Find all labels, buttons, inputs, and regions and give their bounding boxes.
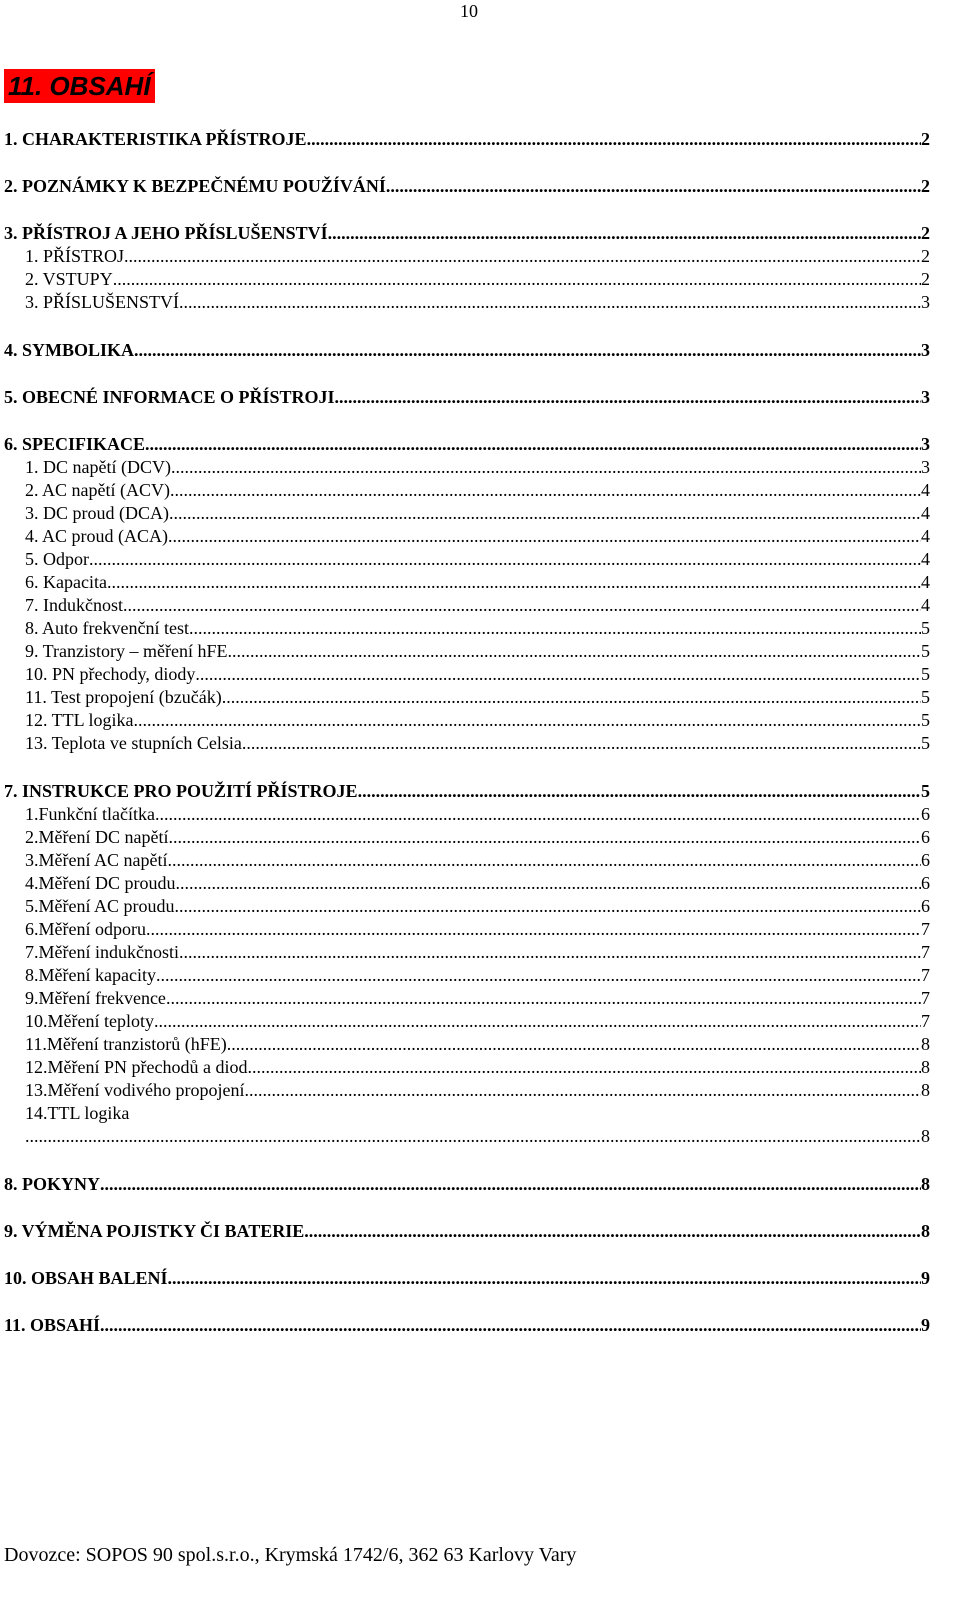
toc-dot-leader	[168, 1267, 921, 1289]
toc-dot-leader	[107, 571, 921, 593]
toc-entry[interactable]	[25, 617, 930, 639]
toc-entry-label: 2. POZNÁMKY K BEZPEČNÉMU POUŽÍVÁNÍ	[4, 176, 386, 196]
toc-entry[interactable]	[25, 849, 930, 871]
toc-dot-leader	[227, 1033, 921, 1055]
toc-entry-page: 5	[921, 687, 930, 707]
toc-entry-label: 11.Měření tranzistorů (hFE)	[25, 1034, 227, 1054]
toc-entry-page: 5	[921, 618, 930, 638]
toc-entry-page: 8	[921, 1174, 930, 1194]
toc-entry[interactable]	[25, 872, 930, 894]
toc-entry-label: 2.Měření DC napětí	[25, 827, 169, 847]
toc-dot-leader	[25, 1125, 921, 1147]
toc-entry-page: 4	[921, 572, 930, 592]
toc-entry-page: 8	[921, 1126, 930, 1146]
toc-dot-leader	[167, 849, 921, 871]
toc-entry-label: 4. SYMBOLIKA	[4, 340, 135, 360]
toc-entry-page: 2	[921, 246, 930, 266]
toc-entry-label: 3. DC proud (DCA)	[25, 503, 169, 523]
toc-dot-leader	[244, 1079, 921, 1101]
toc-entry-page: 2	[921, 129, 930, 149]
toc-entry-label: 11. OBSAHÍ	[4, 1315, 101, 1335]
toc-entry[interactable]	[25, 1125, 930, 1147]
toc-entry[interactable]	[25, 803, 930, 825]
toc-entry-label: 4.Měření DC proudu	[25, 873, 176, 893]
toc-entry-page: 8	[921, 1221, 930, 1241]
toc-entry[interactable]	[4, 1220, 930, 1242]
toc-entry-label: 10. OBSAH BALENÍ	[4, 1268, 168, 1288]
toc-entry[interactable]	[25, 502, 930, 524]
toc-dot-leader	[113, 268, 921, 290]
toc-entry-label: 7. Indukčnost	[25, 595, 123, 615]
toc-dot-leader	[307, 128, 921, 150]
toc-entry-label: 12. TTL logika	[25, 710, 134, 730]
toc-entry[interactable]	[25, 1010, 930, 1032]
toc-entry-label: 11. Test propojení (bzučák)	[25, 687, 222, 707]
toc-entry-label: 13. Teplota ve stupních Celsia	[25, 733, 242, 753]
toc-entry-label: 4. AC proud (ACA)	[25, 526, 168, 546]
toc-entry[interactable]	[25, 686, 930, 708]
toc-entry-label: 7.Měření indukčnosti	[25, 942, 179, 962]
toc-dot-leader	[386, 175, 921, 197]
toc-entry-page: 7	[921, 1011, 930, 1031]
toc-dot-leader	[328, 222, 921, 244]
toc-dot-leader	[133, 709, 921, 731]
toc-entry-label: 2. VSTUPY	[25, 269, 113, 289]
toc-entry[interactable]	[25, 245, 930, 267]
toc-entry-page: 6	[921, 850, 930, 870]
toc-dot-leader	[168, 826, 921, 848]
toc-entry-page: 9	[921, 1268, 930, 1288]
toc-dot-leader	[100, 1173, 921, 1195]
toc-dot-leader	[304, 1220, 921, 1242]
toc-entry-page: 6	[921, 896, 930, 916]
toc-entry-page: 8	[921, 1080, 930, 1100]
toc-entry[interactable]	[25, 918, 930, 940]
toc-entry-page: 8	[921, 1057, 930, 1077]
toc-entry[interactable]	[25, 479, 930, 501]
toc-entry-page: 3	[921, 457, 930, 477]
toc-entry[interactable]	[25, 548, 930, 570]
toc-entry[interactable]	[4, 1267, 930, 1289]
toc-dot-leader	[222, 686, 921, 708]
toc-entry-page: 2	[921, 269, 930, 289]
toc-entry-label: 3. PŘÍSLUŠENSTVÍ	[25, 292, 180, 312]
toc-entry[interactable]	[25, 640, 930, 662]
toc-dot-leader	[358, 780, 921, 802]
toc-entry-label: 12.Měření PN přechodů a diod	[25, 1057, 248, 1077]
toc-entry[interactable]	[25, 456, 930, 478]
toc-entry[interactable]	[4, 386, 930, 408]
toc-entry-page: 5	[921, 641, 930, 661]
toc-entry-label: 5. OBECNÉ INFORMACE O PŘÍSTROJI	[4, 387, 335, 407]
toc-dot-leader	[169, 502, 921, 524]
toc-entry-label: 8. Auto frekvenční test	[25, 618, 189, 638]
toc-entry-label: 8.Měření kapacity	[25, 965, 156, 985]
toc-entry[interactable]	[4, 339, 930, 361]
toc-entry-page: 6	[921, 804, 930, 824]
toc-dot-leader	[174, 895, 921, 917]
toc-entry-page: 5	[921, 710, 930, 730]
toc-entry-page: 2	[921, 176, 930, 196]
toc-entry[interactable]	[25, 941, 930, 963]
toc-entry[interactable]	[25, 732, 930, 754]
toc-dot-leader	[154, 1010, 921, 1032]
toc-dot-leader	[335, 386, 921, 408]
toc-entry[interactable]	[25, 1079, 930, 1101]
toc-entry[interactable]	[25, 709, 930, 731]
toc-entry[interactable]	[4, 433, 930, 455]
toc-dot-leader	[89, 548, 921, 570]
toc-entry-page: 3	[921, 340, 930, 360]
toc-entry-page: 5	[921, 664, 930, 684]
toc-dot-leader	[179, 291, 921, 313]
toc-entry-label: 7. INSTRUKCE PRO POUŽITÍ PŘÍSTROJE	[4, 781, 358, 801]
section-heading-text: 11. OBSAHÍ	[8, 71, 151, 101]
toc-entry-page: 3	[921, 387, 930, 407]
toc-dot-leader	[179, 941, 921, 963]
toc-entry-page: 4	[921, 526, 930, 546]
toc-entry-label: 1. PŘÍSTROJ	[25, 246, 125, 266]
toc-entry[interactable]	[25, 964, 930, 986]
toc-entry-page: 4	[921, 480, 930, 500]
toc-entry-label: 6. Kapacita	[25, 572, 107, 592]
toc-entry-page: 6	[921, 873, 930, 893]
toc-dot-leader	[170, 479, 921, 501]
toc-entry[interactable]	[25, 826, 930, 848]
toc-entry-page: 8	[921, 1034, 930, 1054]
toc-entry-page: 7	[921, 988, 930, 1008]
toc-dot-leader	[166, 987, 921, 1009]
toc-dot-leader	[175, 872, 921, 894]
toc-entry-label: 5.Měření AC proudu	[25, 896, 175, 916]
toc-entry-label: 10.Měření teploty	[25, 1011, 154, 1031]
toc-dot-leader	[195, 663, 921, 685]
toc-entry-page: 6	[921, 827, 930, 847]
toc-entry[interactable]	[25, 895, 930, 917]
toc-entry-page: 3	[921, 434, 930, 454]
toc-dot-leader	[100, 1314, 921, 1336]
toc-dot-leader	[145, 433, 921, 455]
toc-entry-page: 4	[921, 595, 930, 615]
toc-dot-leader	[168, 525, 921, 547]
toc-entry[interactable]	[4, 175, 930, 197]
toc-entry-page: 4	[921, 503, 930, 523]
toc-entry-page: 5	[921, 781, 930, 801]
toc-dot-leader	[155, 803, 921, 825]
toc-entry[interactable]	[25, 1033, 930, 1055]
toc-entry-page: 2	[921, 223, 930, 243]
toc-entry[interactable]	[25, 1056, 930, 1078]
toc-entry-page: 5	[921, 733, 930, 753]
toc-dot-leader	[156, 964, 921, 986]
toc-entry[interactable]	[4, 1173, 930, 1195]
toc-entry[interactable]	[25, 594, 930, 616]
toc-entry-label: 8. POKYNY	[4, 1174, 100, 1194]
toc-dot-leader	[228, 640, 922, 662]
toc-entry-label: 3. PŘÍSTROJ A JEHO PŘÍSLUŠENSTVÍ	[4, 223, 328, 243]
toc-entry-label: 2. AC napětí (ACV)	[25, 480, 170, 500]
toc-entry[interactable]	[25, 291, 930, 313]
toc-dot-leader	[171, 456, 921, 478]
toc-entry-label: 9.Měření frekvence	[25, 988, 166, 1008]
toc-entry-label: 5. Odpor	[25, 549, 89, 569]
toc-entry-label: 1. DC napětí (DCV)	[25, 457, 171, 477]
toc-entry[interactable]	[25, 525, 930, 547]
toc-dot-leader	[123, 594, 921, 616]
toc-entry-label-ttl: 14.TTL logika	[25, 1103, 130, 1123]
toc-entry[interactable]	[4, 128, 930, 150]
toc-entry[interactable]	[25, 268, 930, 290]
toc-entry-page: 9	[921, 1315, 930, 1335]
toc-entry-page: 7	[921, 942, 930, 962]
toc-dot-leader	[242, 732, 921, 754]
toc-entry-page: 3	[921, 292, 930, 312]
toc-entry-label: 13.Měření vodivého propojení	[25, 1080, 245, 1100]
toc-entry-label: 9. Tranzistory – měření hFE	[25, 641, 228, 661]
toc-entry[interactable]	[25, 571, 930, 593]
toc-entry-page: 7	[921, 919, 930, 939]
toc-entry-label: 1. CHARAKTERISTIKA PŘÍSTROJE	[4, 129, 307, 149]
toc-dot-leader	[134, 339, 921, 361]
toc-entry[interactable]	[25, 987, 930, 1009]
toc-entry-label: 1.Funkční tlačítka	[25, 804, 155, 824]
toc-entry-page: 4	[921, 549, 930, 569]
toc-entry[interactable]	[4, 222, 930, 244]
toc-entry-label: 9. VÝMĚNA POJISTKY ČI BATERIE	[4, 1221, 305, 1241]
toc-entry-label: 10. PN přechody, diody	[25, 664, 196, 684]
toc-entry-label: 6.Měření odporu	[25, 919, 146, 939]
toc-entry[interactable]	[25, 663, 930, 685]
toc-dot-leader	[189, 617, 921, 639]
page-number: 10	[460, 1, 478, 21]
toc-entry-label: 6. SPECIFIKACE	[4, 434, 146, 454]
toc-entry[interactable]	[4, 780, 930, 802]
toc-dot-leader	[247, 1056, 921, 1078]
toc-dot-leader	[124, 245, 921, 267]
toc-entry-page: 7	[921, 965, 930, 985]
importer-footer: Dovozce: SOPOS 90 spol.s.r.o., Krymská 1742/6, 362 63 Karlovy Vary	[4, 1544, 577, 1566]
toc-entry-label: 3.Měření AC napětí	[25, 850, 168, 870]
toc-dot-leader	[146, 918, 921, 940]
toc-entry[interactable]	[4, 1314, 930, 1336]
